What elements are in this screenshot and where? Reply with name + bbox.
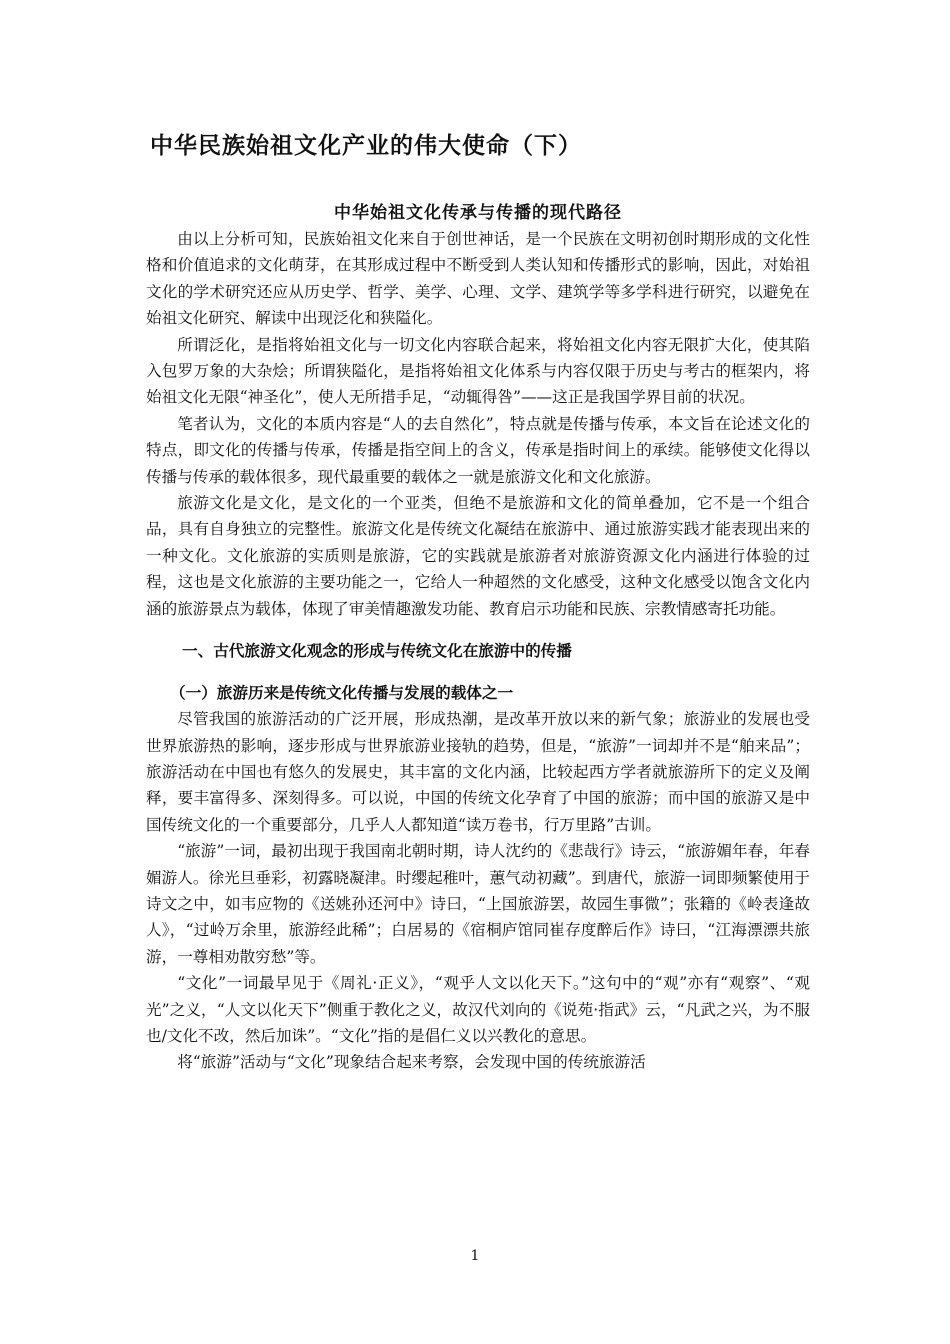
section-paragraph-3: “文化”一词最早见于《周礼·正义》，“观乎人文以化天下。”这句中的“观”亦有“观察”、“观光”之义，“人文以化天下”侧重于教化之义，故汉代刘向的《说苑·指武》云，“凡武之兴，为不服也/文化不改，然后加诛”。“文化”指的是倡仁义以兴教化的意思。 xyxy=(146,974,810,1045)
section-heading: 一、古代旅游文化观念的形成与传统文化在旅游中的传播 xyxy=(182,642,572,661)
document-subtitle: 中华始祖文化传承与传播的现代路径 xyxy=(334,203,622,223)
intro-paragraph-3: 笔者认为，文化的本质内容是“人的去自然化”，特点就是传播与传承，本文旨在论述文化的特点，即文化的传播与传承，传播是指空间上的含义，传承是指时间上的承续。能够使文化得以传播与传承的载体很多，现代最重要的载体之一就是旅游文化和文化旅游。 xyxy=(146,414,810,486)
document-title: 中华民族始祖文化产业的伟大使命（下） xyxy=(150,133,582,159)
intro-paragraph-4: 旅游文化是文化，是文化的一个亚类，但绝不是旅游和文化的简单叠加，它不是一个组合品，具有自身独立的完整性。旅游文化是传统文化凝结在旅游中、通过旅游实践才能表现出来的一种文化。文化旅游的实质则是旅游，它的实践就是旅游者对旅游资源文化内涵进行体验的过程，这也是文化旅游的主要功能之一，它给人一种超然的文化感受，这种文化感受以饱含文化内涵的旅游景点为载体，体现了审美情趣激发功能、教育启示功能和民族、宗教情感寄托功能。 xyxy=(146,494,810,618)
intro-paragraph-1: 由以上分析可知，民族始祖文化来自于创世神话，是一个民族在文明初创时期形成的文化性格和价值追求的文化萌芽，在其形成过程中不断受到人类认知和传播形式的影响，因此，对始祖文化的学术研究还应从历史学、哲学、美学、心理、文学、建筑学等多学科进行研究，以避免在始祖文化研究、解读中出现泛化和狭隘化。 xyxy=(146,230,810,328)
subsection-heading: （一）旅游历来是传统文化传播与发展的载体之一 xyxy=(170,684,514,703)
page-number: 1 xyxy=(470,1248,480,1264)
section-paragraph-2: “旅游”一词，最初出现于我国南北朝时期，诗人沈约的《悲哉行》诗云，“旅游媚年春，年春媚游人。徐光旦垂彩，初露晓凝津。时缨起稚叶，蕙气动初藏”。到唐代，旅游一词即频繁使用于诗文之中，如韦应物的《送姚孙还河中》诗曰，“上国旅游罢，故园生事微”；张籍的《岭表逢故人》，“过岭万余里，旅游经此稀”；白居易的《宿桐庐馆同崔存度醉后作》诗曰，“江海漂漂共旅游，一尊相劝散穷愁”等。 xyxy=(146,842,810,966)
section-paragraph-4: 将“旅游”活动与“文化”现象结合起来考察，会发现中国的传统旅游活 xyxy=(177,1053,646,1072)
document-body xyxy=(146,226,810,1076)
section-paragraph-1: 尽管我国的旅游活动的广泛开展，形成热潮，是改革开放以来的新气象；旅游业的发展也受世界旅游热的影响，逐步形成与世界旅游业接轨的趋势，但是，“旅游”一词却并不是“舶来品”；旅游活动在中国也有悠久的发展史，其丰富的文化内涵，比较起西方学者就旅游所下的定义及阐释，要丰富得多、深刻得多。可以说，中国的传统文化孕育了中国的旅游；而中国的旅游又是中国传统文化的一个重要部分，几乎人人都知道“读万卷书，行万里路”古训。 xyxy=(146,710,810,834)
intro-paragraph-2: 所谓泛化，是指将始祖文化与一切文化内容联合起来，将始祖文化内容无限扩大化，使其陷入包罗万象的大杂烩；所谓狭隘化，是指将始祖文化体系与内容仅限于历史与考古的框架内，将始祖文化无限“神圣化”，使人无所措手足，“动辄得咎”——这正是我国学界目前的状况。 xyxy=(146,335,810,407)
